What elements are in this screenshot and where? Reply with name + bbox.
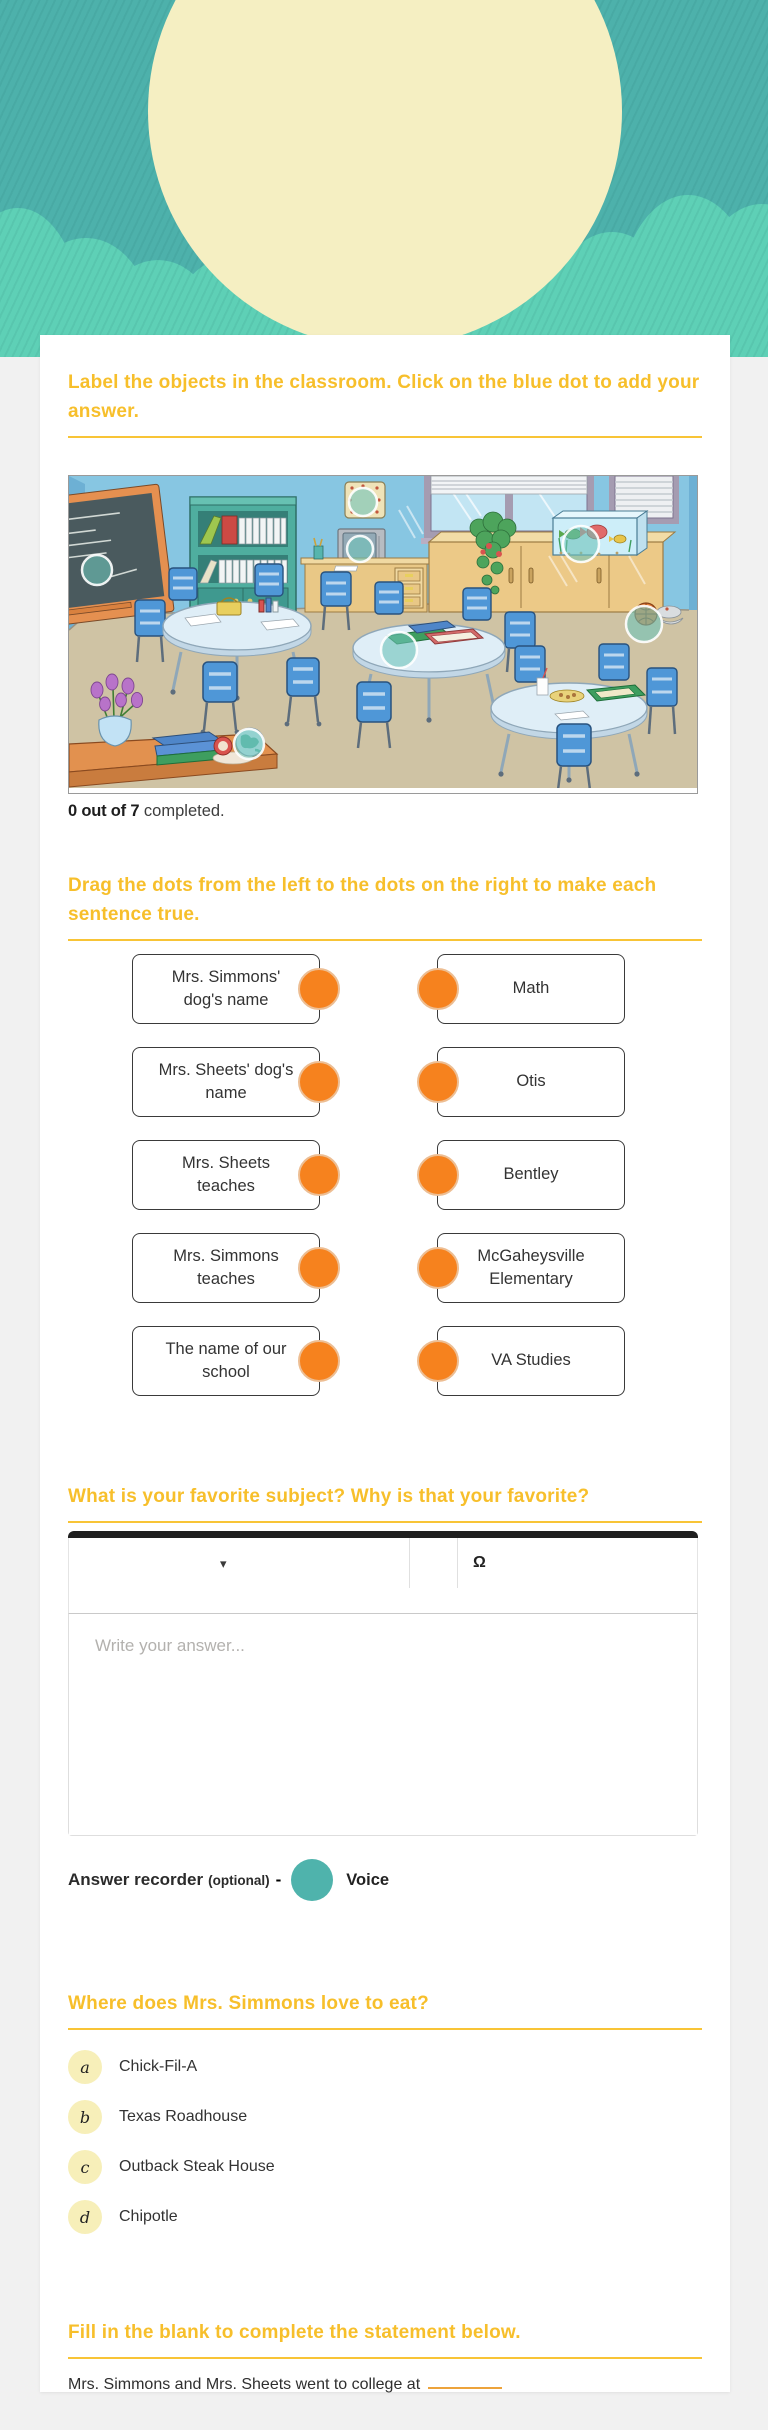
classroom-illustration <box>69 476 697 788</box>
match-row <box>132 954 702 1024</box>
editor-toolbar <box>68 1538 698 1614</box>
option-label: Texas Roadhouse <box>119 2108 248 2125</box>
drop-dot[interactable] <box>417 1340 459 1382</box>
drop-dot[interactable] <box>417 1061 459 1103</box>
question-heading: Drag the dots from the left to the dots on the right to make each sentence true. <box>68 875 657 925</box>
drag-dot[interactable] <box>298 1154 340 1196</box>
question-heading: Label the objects in the classroom. Click on the blue dot to add your answer. <box>68 372 700 422</box>
choice-option[interactable] <box>68 2100 702 2134</box>
drag-dot[interactable] <box>298 1247 340 1289</box>
hotspot-dot-chalkboard[interactable] <box>82 555 112 585</box>
option-label: Chipotle <box>119 2208 178 2225</box>
chevron-down-icon[interactable]: ▾ <box>220 1556 227 1571</box>
option-letter-badge[interactable]: d <box>68 2200 102 2234</box>
progress-status: 0 out of 7 completed. <box>68 802 225 820</box>
match-right-item[interactable]: Otis <box>437 1047 625 1117</box>
answer-text-area-wrap <box>68 1614 698 1836</box>
answer-text-area[interactable] <box>69 1614 697 1835</box>
match-left-item[interactable]: Mrs. Sheets teaches <box>132 1140 320 1210</box>
match-right-item[interactable]: McGaheysville Elementary <box>437 1233 625 1303</box>
option-letter-badge[interactable]: b <box>68 2100 102 2134</box>
worksheet-card <box>40 335 730 2392</box>
hotspot-dot-fish-tank[interactable] <box>563 526 599 562</box>
bookshelf <box>190 497 296 617</box>
fill-sentence: Mrs. Simmons and Mrs. Sheets went to college at <box>68 2375 702 2394</box>
header-banner <box>0 0 768 357</box>
option-letter-badge[interactable]: c <box>68 2150 102 2184</box>
heading-underline <box>68 939 702 941</box>
heading-underline <box>68 2357 702 2359</box>
hotspot-dot-tv[interactable] <box>347 536 373 562</box>
toolbar-divider <box>457 1538 458 1588</box>
hotspot-dot-globe[interactable] <box>234 729 264 759</box>
drag-dot[interactable] <box>298 968 340 1010</box>
match-right-item[interactable]: VA Studies <box>437 1326 625 1396</box>
special-character-icon[interactable]: Ω <box>473 1554 486 1571</box>
match-row <box>132 1326 702 1396</box>
fill-blank-input[interactable] <box>428 2375 502 2389</box>
section-label-task <box>68 368 702 821</box>
heading-underline <box>68 1521 702 1523</box>
match-row <box>132 1047 702 1117</box>
editor-top-bar <box>68 1531 698 1538</box>
recorder-dash: - <box>275 1870 282 1889</box>
recorder-label: Answer recorder <box>68 1870 204 1889</box>
drop-dot[interactable] <box>417 1154 459 1196</box>
choice-option[interactable] <box>68 2200 702 2234</box>
option-label: Outback Steak House <box>119 2158 275 2175</box>
hotspot-dot-table[interactable] <box>381 632 417 668</box>
section-fill-blank <box>68 2318 702 2394</box>
drag-dot[interactable] <box>298 1340 340 1382</box>
match-left-item[interactable]: The name of our school <box>132 1326 320 1396</box>
question-heading: Where does Mrs. Simmons love to eat? <box>68 1993 429 2014</box>
section-matching <box>68 871 702 1396</box>
answer-recorder-row <box>68 1859 702 1901</box>
hotspot-dot-basketball[interactable] <box>626 606 662 642</box>
match-row <box>132 1233 702 1303</box>
match-left-item[interactable]: Mrs. Sheets' dog's name <box>132 1047 320 1117</box>
drag-dot[interactable] <box>298 1061 340 1103</box>
book-stack <box>153 732 221 765</box>
choice-option[interactable] <box>68 2050 702 2084</box>
question-heading: Fill in the blank to complete the statement below. <box>68 2322 521 2343</box>
voice-record-button[interactable] <box>291 1859 333 1901</box>
hotspot-dot-clock[interactable] <box>349 488 377 516</box>
option-letter-badge[interactable]: a <box>68 2050 102 2084</box>
choice-option[interactable] <box>68 2150 702 2184</box>
choice-list <box>68 2050 702 2234</box>
matching-area <box>68 954 702 1396</box>
rich-text-editor <box>68 1531 698 1836</box>
drop-dot[interactable] <box>417 1247 459 1289</box>
classroom-image <box>68 475 698 794</box>
recorder-optional-label: (optional) <box>208 1872 270 1888</box>
drop-dot[interactable] <box>417 968 459 1010</box>
section-multiple-choice <box>68 1989 702 2234</box>
option-label: Chick-Fil-A <box>119 2058 198 2075</box>
section-open-question <box>68 1482 702 1901</box>
match-right-item[interactable]: Bentley <box>437 1140 625 1210</box>
match-row <box>132 1140 702 1210</box>
toolbar-divider <box>409 1538 410 1588</box>
heading-underline <box>68 2028 702 2030</box>
match-right-item[interactable]: Math <box>437 954 625 1024</box>
heading-underline <box>68 436 702 438</box>
match-left-item[interactable]: Mrs. Simmons teaches <box>132 1233 320 1303</box>
voice-label: Voice <box>346 1870 390 1889</box>
question-heading: What is your favorite subject? Why is that your favorite? <box>68 1486 590 1507</box>
match-left-item[interactable]: Mrs. Simmons' dog's name <box>132 954 320 1024</box>
